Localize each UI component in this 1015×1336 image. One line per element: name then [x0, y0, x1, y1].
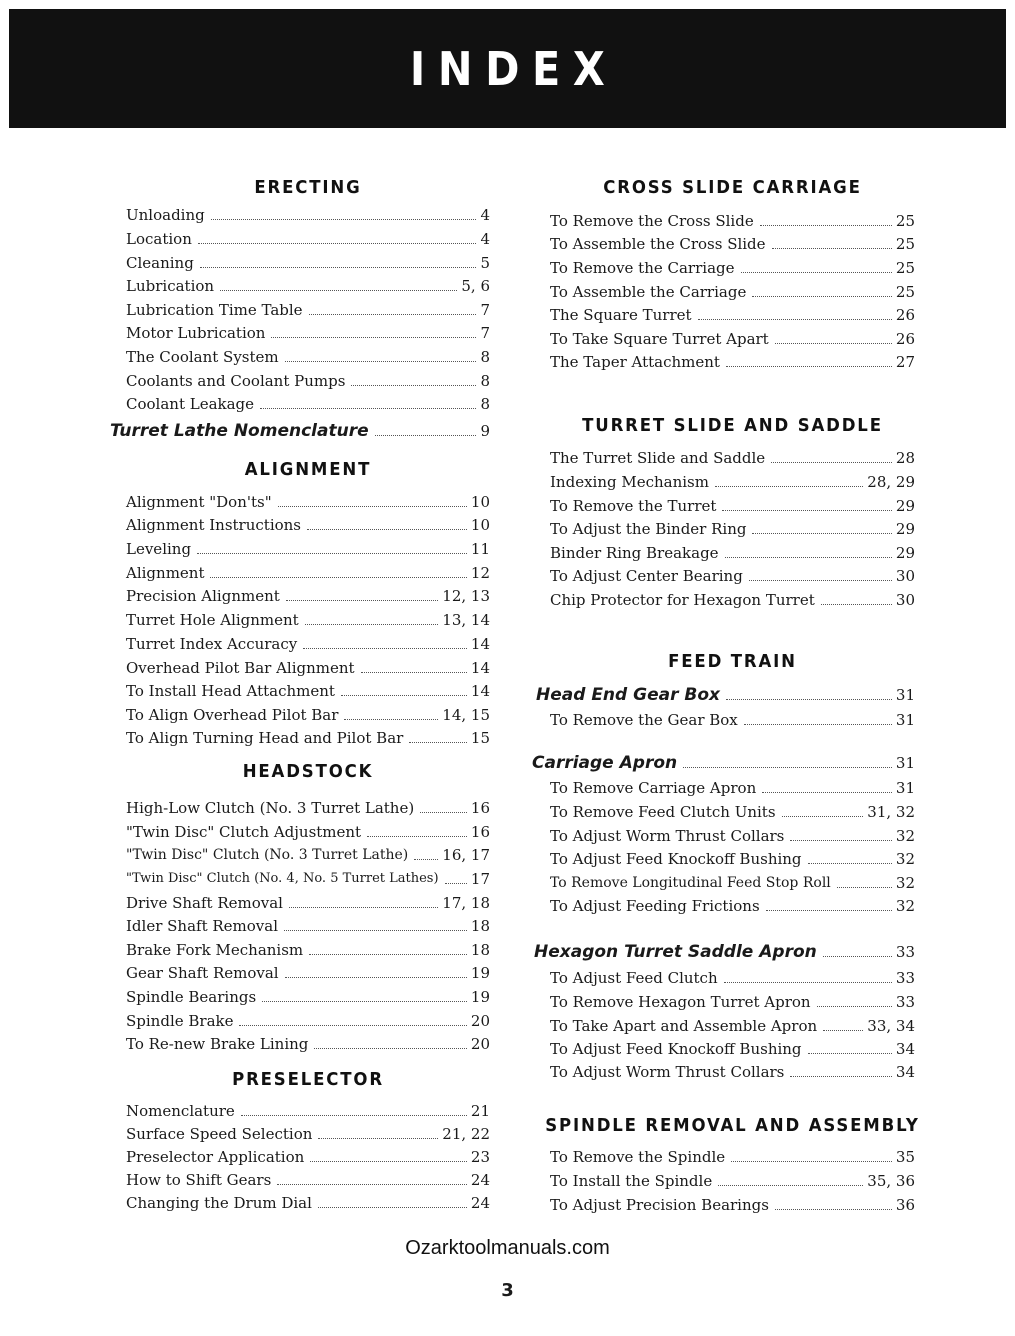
dot-leader: [198, 243, 477, 244]
index-entry: [126, 984, 490, 1006]
dot-leader: [752, 533, 891, 534]
dot-leader: [239, 1025, 466, 1026]
dot-leader: [808, 863, 892, 864]
index-entry: [550, 255, 915, 277]
entry-label: To Assemble the Carriage: [550, 283, 747, 301]
dot-leader: [808, 1053, 892, 1054]
entry-page: 28, 29: [867, 473, 915, 491]
index-entry: [126, 202, 490, 224]
entry-label: To Take Apart and Assemble Apron: [550, 1017, 818, 1035]
index-entry: [550, 587, 915, 609]
entry-label: Lubrication: [126, 277, 215, 295]
entry-label: Turret Hole Alignment: [126, 611, 299, 629]
entry-page: 19: [470, 964, 490, 982]
entry-label: To Align Turning Head and Pilot Bar: [126, 729, 404, 747]
index-entry: [126, 536, 490, 558]
entry-label: To Remove Feed Clutch Units: [550, 803, 776, 821]
dot-leader: [823, 956, 892, 957]
entry-label: Coolants and Coolant Pumps: [126, 372, 346, 390]
index-entry: [126, 890, 490, 912]
entry-page: 25: [895, 235, 915, 253]
index-entry: [550, 1168, 915, 1190]
entry-page: 34: [895, 1040, 915, 1058]
dot-leader: [698, 319, 892, 320]
entry-label: To Adjust Feed Clutch: [550, 969, 718, 987]
entry-page: 13, 14: [442, 611, 490, 629]
dot-leader: [790, 1076, 892, 1077]
dot-leader: [772, 248, 892, 249]
entry-page: 10: [470, 493, 490, 511]
index-entry: [126, 583, 490, 605]
entry-page: 31: [895, 779, 915, 797]
entry-label: Hexagon Turret Saddle Apron: [534, 942, 817, 962]
index-entry: [550, 799, 915, 821]
index-entry: [550, 707, 915, 729]
entry-page: 24: [470, 1194, 490, 1212]
index-entry: [126, 1031, 490, 1053]
entry-page: 25: [895, 212, 915, 230]
index-entry: [550, 893, 915, 915]
entry-page: 18: [470, 941, 490, 959]
entry-label: Unloading: [126, 206, 205, 224]
dot-leader: [303, 648, 467, 649]
dot-leader: [277, 1184, 467, 1185]
entry-page: 34: [895, 1063, 915, 1081]
index-entry: [550, 516, 915, 538]
index-entry: [550, 1036, 915, 1058]
dot-leader: [361, 672, 467, 673]
entry-page: 33: [895, 993, 915, 1011]
entry-page: 31: [895, 754, 915, 772]
entry-page: 8: [480, 372, 490, 390]
index-entry-major: [110, 418, 490, 440]
entry-page: 25: [895, 283, 915, 301]
dot-leader: [823, 1030, 863, 1031]
index-entry: [126, 795, 490, 817]
entry-page: 16: [470, 799, 490, 817]
entry-page: 29: [895, 497, 915, 515]
dot-leader: [262, 1001, 467, 1002]
dot-leader: [790, 840, 892, 841]
entry-label: Surface Speed Selection: [126, 1125, 313, 1143]
entry-page: 31: [895, 686, 915, 704]
dot-leader: [725, 557, 892, 558]
index-entry: [550, 540, 915, 562]
entry-label: Precision Alignment: [126, 587, 280, 605]
entry-label: To Assemble the Cross Slide: [550, 235, 766, 253]
entry-label: Alignment: [126, 564, 205, 582]
entry-label: How to Shift Gears: [126, 1171, 272, 1189]
entry-label: The Square Turret: [550, 306, 692, 324]
entry-label: Idler Shaft Removal: [126, 917, 279, 935]
index-entry: [126, 1008, 490, 1030]
page-title: INDEX: [409, 41, 618, 96]
entry-label: To Remove the Gear Box: [550, 711, 738, 729]
index-entry: [126, 607, 490, 629]
entry-label: To Take Square Turret Apart: [550, 330, 769, 348]
section-heading-feed-train: FEED TRAIN: [668, 651, 797, 672]
index-entry: [550, 775, 915, 797]
entry-page: 21, 22: [442, 1125, 490, 1143]
dot-leader: [278, 506, 467, 507]
index-entry: [550, 349, 915, 371]
entry-label: Coolant Leakage: [126, 395, 255, 413]
dot-leader: [271, 337, 476, 338]
dot-leader: [744, 724, 892, 725]
entry-page: 20: [470, 1012, 490, 1030]
index-entry: [126, 344, 490, 366]
entry-page: 29: [895, 520, 915, 538]
index-entry: [550, 1059, 915, 1081]
dot-leader: [285, 977, 467, 978]
index-entry: [126, 391, 490, 413]
entry-page: 20: [470, 1035, 490, 1053]
entry-page: 11: [470, 540, 490, 558]
entry-label: To Remove Hexagon Turret Apron: [550, 993, 811, 1011]
entry-page: 17, 18: [442, 894, 490, 912]
entry-label: "Twin Disc" Clutch Adjustment: [126, 823, 362, 841]
dot-leader: [409, 742, 467, 743]
dot-leader: [726, 699, 892, 700]
index-entry: [126, 866, 490, 888]
index-entry: [126, 512, 490, 534]
entry-page: 32: [895, 827, 915, 845]
dot-leader: [285, 361, 477, 362]
entry-label: High-Low Clutch (No. 3 Turret Lathe): [126, 799, 415, 817]
entry-label: To Adjust Feed Knockoff Bushing: [550, 850, 802, 868]
index-entry: [126, 913, 490, 935]
dot-leader: [310, 1161, 467, 1162]
entry-page: 19: [470, 988, 490, 1006]
entry-page: 4: [480, 206, 490, 224]
index-entry: [550, 326, 915, 348]
dot-leader: [775, 1209, 892, 1210]
dot-leader: [284, 930, 467, 931]
entry-page: 12, 13: [442, 587, 490, 605]
dot-leader: [197, 553, 467, 554]
dot-leader: [344, 719, 438, 720]
website-watermark: Ozarktoolmanuals.com: [405, 1237, 610, 1259]
dot-leader: [724, 982, 892, 983]
index-entry: [126, 250, 490, 272]
entry-label: Gear Shaft Removal: [126, 964, 279, 982]
entry-page: 36: [895, 1196, 915, 1214]
entry-label: To Remove the Turret: [550, 497, 717, 515]
entry-page: 31, 32: [867, 803, 915, 821]
entry-label: To Remove Carriage Apron: [550, 779, 757, 797]
index-entry: [126, 819, 490, 841]
index-entry: [550, 208, 915, 230]
dot-leader: [683, 767, 892, 768]
entry-page: 7: [480, 301, 490, 319]
entry-page: 27: [895, 353, 915, 371]
dot-leader: [817, 1006, 892, 1007]
index-entry: [126, 725, 490, 747]
page-number: 3: [501, 1280, 514, 1301]
entry-label: Drive Shaft Removal: [126, 894, 283, 912]
dot-leader: [741, 272, 892, 273]
dot-leader: [220, 290, 457, 291]
dot-leader: [766, 910, 892, 911]
dot-leader: [314, 1048, 467, 1049]
dot-leader: [837, 887, 892, 888]
dot-leader: [351, 385, 476, 386]
entry-page: 5, 6: [461, 277, 490, 295]
entry-label: To Align Overhead Pilot Bar: [126, 706, 339, 724]
entry-label: Nomenclature: [126, 1102, 235, 1120]
entry-page: 16: [470, 823, 490, 841]
dot-leader: [821, 604, 892, 605]
index-entry: [550, 493, 915, 515]
entry-page: 17: [470, 870, 490, 888]
dot-leader: [760, 225, 892, 226]
index-banner: [9, 9, 1006, 128]
index-entry: [550, 445, 915, 467]
entry-page: 29: [895, 544, 915, 562]
entry-page: 35: [895, 1148, 915, 1166]
dot-leader: [309, 314, 477, 315]
entry-label: Carriage Apron: [532, 753, 678, 773]
entry-page: 15: [470, 729, 490, 747]
index-entry: [126, 678, 490, 700]
entry-page: 32: [895, 850, 915, 868]
entry-label: The Coolant System: [126, 348, 279, 366]
entry-page: 30: [895, 591, 915, 609]
index-entry: [126, 960, 490, 982]
index-entry: [550, 279, 915, 301]
dot-leader: [782, 816, 864, 817]
entry-label: Binder Ring Breakage: [550, 544, 719, 562]
entry-label: To Remove the Spindle: [550, 1148, 726, 1166]
dot-leader: [286, 600, 439, 601]
entry-label: Location: [126, 230, 192, 248]
index-entry: [126, 842, 490, 864]
entry-page: 4: [480, 230, 490, 248]
entry-label: Leveling: [126, 540, 192, 558]
entry-label: Overhead Pilot Bar Alignment: [126, 659, 355, 677]
index-entry: [550, 563, 915, 585]
entry-label: Turret Index Accuracy: [126, 635, 298, 653]
entry-page: 14, 15: [442, 706, 490, 724]
entry-page: 33: [895, 969, 915, 987]
entry-page: 10: [470, 516, 490, 534]
entry-page: 35, 36: [867, 1172, 915, 1190]
dot-leader: [341, 695, 467, 696]
entry-label: To Adjust Feed Knockoff Bushing: [550, 1040, 802, 1058]
index-entry: [550, 846, 915, 868]
entry-page: 24: [470, 1171, 490, 1189]
dot-leader: [420, 812, 467, 813]
entry-page: 30: [895, 567, 915, 585]
entry-label: The Turret Slide and Saddle: [550, 449, 766, 467]
entry-label: To Adjust Worm Thrust Collars: [550, 827, 785, 845]
index-entry: [126, 1098, 490, 1120]
index-entry: [550, 1144, 915, 1166]
index-entry: [126, 489, 490, 511]
entry-page: 33, 34: [867, 1017, 915, 1035]
entry-page: 18: [470, 917, 490, 935]
index-entry: [126, 1144, 490, 1166]
dot-leader: [318, 1207, 467, 1208]
index-entry: [126, 1190, 490, 1212]
dot-leader: [305, 624, 439, 625]
entry-page: 21: [470, 1102, 490, 1120]
entry-label: Spindle Brake: [126, 1012, 234, 1030]
entry-label: To Adjust Worm Thrust Collars: [550, 1063, 785, 1081]
entry-label: Indexing Mechanism: [550, 473, 709, 491]
entry-page: 5: [480, 254, 490, 272]
index-entry: [126, 631, 490, 653]
entry-page: 26: [895, 306, 915, 324]
entry-label: Lubrication Time Table: [126, 301, 303, 319]
index-entry: [126, 297, 490, 319]
entry-page: 32: [895, 874, 915, 892]
dot-leader: [414, 859, 438, 860]
dot-leader: [200, 267, 477, 268]
entry-page: 16, 17: [442, 846, 490, 864]
entry-label: Head End Gear Box: [536, 685, 720, 705]
entry-label: Motor Lubrication: [126, 324, 266, 342]
index-entry-major: [534, 939, 915, 961]
section-heading-erecting: ERECTING: [254, 177, 362, 198]
index-entry: [550, 989, 915, 1011]
index-entry: [126, 937, 490, 959]
entry-page: 32: [895, 897, 915, 915]
index-entry: [126, 655, 490, 677]
entry-page: 14: [470, 682, 490, 700]
entry-label: Changing the Drum Dial: [126, 1194, 312, 1212]
dot-leader: [367, 836, 467, 837]
section-heading-alignment: ALIGNMENT: [244, 459, 372, 480]
index-entry: [550, 870, 915, 892]
dot-leader: [715, 486, 863, 487]
dot-leader: [241, 1115, 467, 1116]
dot-leader: [210, 577, 466, 578]
dot-leader: [722, 510, 891, 511]
dot-leader: [718, 1185, 863, 1186]
entry-page: 28: [895, 449, 915, 467]
index-entry: [126, 368, 490, 390]
index-entry: [126, 1121, 490, 1143]
index-entry: [126, 273, 490, 295]
entry-label: Chip Protector for Hexagon Turret: [550, 591, 815, 609]
entry-label: Preselector Application: [126, 1148, 305, 1166]
entry-label: Turret Lathe Nomenclature: [110, 421, 369, 441]
entry-page: 33: [895, 943, 915, 961]
entry-label: To Re-new Brake Lining: [126, 1035, 309, 1053]
entry-page: 7: [480, 324, 490, 342]
dot-leader: [775, 343, 892, 344]
index-entry: [126, 320, 490, 342]
entry-label: To Remove the Carriage: [550, 259, 735, 277]
section-heading-headstock: HEADSTOCK: [242, 761, 374, 782]
entry-page: 8: [480, 395, 490, 413]
dot-leader: [309, 954, 467, 955]
entry-label: To Install Head Attachment: [126, 682, 335, 700]
index-entry: [550, 823, 915, 845]
index-entry: [550, 469, 915, 491]
entry-page: 14: [470, 659, 490, 677]
entry-label: Spindle Bearings: [126, 988, 257, 1006]
entry-page: 9: [480, 422, 490, 440]
index-entry: [126, 226, 490, 248]
dot-leader: [211, 219, 477, 220]
entry-label: "Twin Disc" Clutch (No. 4, No. 5 Turret Lathes): [126, 871, 439, 886]
entry-label: To Remove the Cross Slide: [550, 212, 754, 230]
section-heading-spindle: SPINDLE REMOVAL AND ASSEMBLY: [545, 1115, 920, 1136]
index-entry-major: [532, 750, 915, 772]
entry-label: To Install the Spindle: [550, 1172, 713, 1190]
dot-leader: [749, 580, 892, 581]
entry-label: To Remove Longitudinal Feed Stop Roll: [550, 875, 831, 891]
index-entry: [550, 1013, 915, 1035]
dot-leader: [731, 1161, 892, 1162]
entry-label: "Twin Disc" Clutch (No. 3 Turret Lathe): [126, 847, 409, 863]
dot-leader: [726, 366, 892, 367]
entry-label: The Taper Attachment: [550, 353, 720, 371]
entry-page: 12: [470, 564, 490, 582]
entry-label: Alignment Instructions: [126, 516, 302, 534]
index-entry: [550, 231, 915, 253]
dot-leader: [771, 462, 892, 463]
entry-page: 23: [470, 1148, 490, 1166]
entry-page: 31: [895, 711, 915, 729]
section-heading-turret-slide: TURRET SLIDE AND SADDLE: [582, 415, 883, 436]
entry-page: 25: [895, 259, 915, 277]
entry-page: 26: [895, 330, 915, 348]
entry-label: To Adjust the Binder Ring: [550, 520, 747, 538]
index-entry: [126, 702, 490, 724]
entry-label: To Adjust Feeding Frictions: [550, 897, 760, 915]
dot-leader: [318, 1138, 438, 1139]
index-entry: [550, 1192, 915, 1214]
section-heading-preselector: PRESELECTOR: [232, 1069, 384, 1090]
dot-leader: [375, 435, 477, 436]
index-entry-major: [536, 682, 915, 704]
dot-leader: [752, 296, 892, 297]
entry-page: 8: [480, 348, 490, 366]
dot-leader: [445, 883, 467, 884]
entry-label: Cleaning: [126, 254, 194, 272]
entry-page: 14: [470, 635, 490, 653]
index-entry: [126, 560, 490, 582]
dot-leader: [762, 792, 892, 793]
entry-label: To Adjust Precision Bearings: [550, 1196, 769, 1214]
index-entry: [550, 302, 915, 324]
dot-leader: [260, 408, 476, 409]
entry-label: Brake Fork Mechanism: [126, 941, 304, 959]
dot-leader: [289, 907, 438, 908]
entry-label: Alignment "Don'ts": [126, 493, 272, 511]
entry-label: To Adjust Center Bearing: [550, 567, 743, 585]
index-entry: [126, 1167, 490, 1189]
dot-leader: [307, 529, 467, 530]
section-heading-cross-slide: CROSS SLIDE CARRIAGE: [603, 177, 862, 198]
index-entry: [550, 965, 915, 987]
